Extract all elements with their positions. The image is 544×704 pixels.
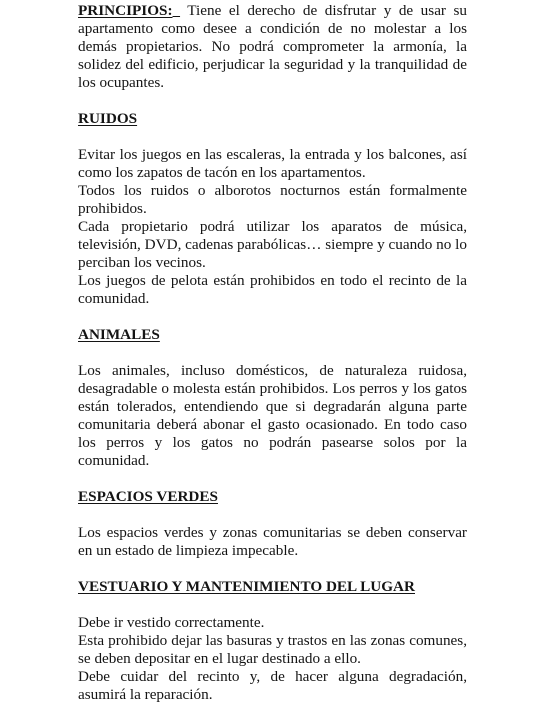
principios-lead-space <box>173 2 181 19</box>
section-title-animales: ANIMALES <box>78 326 160 343</box>
vestuario-paragraph-1: Debe ir vestido correctamente. <box>78 614 265 631</box>
principios-text: Tiene el derecho de disfrutar y de usar su apartamento como desee a condición de no molestar a los demás propietarios. No podrá comprometer la armonía, la solidez del edificio, perjudicar la seguridad y la tranquilidad de los ocupantes. <box>78 2 468 91</box>
section-title-ruidos: RUIDOS <box>78 110 138 127</box>
ruidos-paragraph-2: Todos los ruidos o alborotos nocturnos están formalmente prohibidos. <box>78 182 467 217</box>
section-title-espacios-verdes: ESPACIOS VERDES <box>78 488 218 505</box>
principios-heading: PRINCIPIOS: <box>78 2 173 19</box>
vestuario-paragraph-3: Debe cuidar del recinto y, de hacer alguna degradación, asumirá la reparación. <box>78 668 467 703</box>
section-title-vestuario: VESTUARIO Y MANTENIMIENTO DEL LUGAR <box>78 578 415 595</box>
principios-paragraph <box>78 2 467 92</box>
ruidos-paragraph-1: Evitar los juegos en las escaleras, la entrada y los balcones, así como los zapatos de tacón en los apartamentos. <box>78 146 467 181</box>
ruidos-paragraph-4: Los juegos de pelota están prohibidos en todo el recinto de la comunidad. <box>78 272 467 307</box>
ruidos-paragraph-3: Cada propietario podrá utilizar los aparatos de música, televisión, DVD, cadenas parabólicas… siempre y cuando no lo perciban los vecinos. <box>78 218 467 271</box>
animales-paragraph-1: Los animales, incluso domésticos, de naturaleza ruidosa, desagradable o molesta están prohibidos. Los perros y los gatos están tolerados, entendiendo que si degradarán alguna parte comunitaria deberá abonar el gasto ocasionado. En todo caso los perros y los gatos no podrán pasearse solos por la comunidad. <box>78 362 467 469</box>
vestuario-paragraph-2: Esta prohibido dejar las basuras y trastos en las zonas comunes, se deben depositar en el lugar destinado a ello. <box>78 632 467 667</box>
document-page <box>78 2 467 704</box>
espacios-verdes-paragraph-1: Los espacios verdes y zonas comunitarias se deben conservar en un estado de limpieza impecable. <box>78 524 467 559</box>
